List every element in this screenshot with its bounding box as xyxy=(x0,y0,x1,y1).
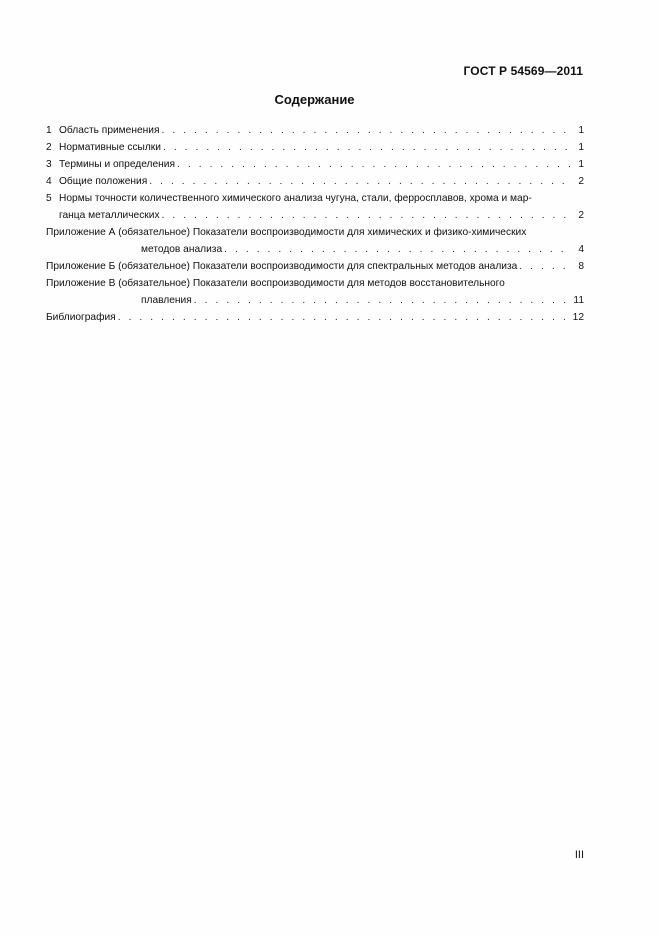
toc-entry-text: Нормы точности количественного химического анализа чугуна, стали, ферросплавов, хрома и мар- xyxy=(59,193,532,204)
leader-dots xyxy=(224,241,572,258)
toc-entry-page: 12 xyxy=(572,312,584,323)
toc-entry-text-continued: ганца металлических xyxy=(59,210,160,221)
leader-dots xyxy=(149,173,572,190)
toc-entry-number: 3 xyxy=(46,159,52,170)
leader-dots xyxy=(161,122,572,139)
toc-entry-page: 1 xyxy=(578,142,584,153)
toc-entry-text-continued: плавления xyxy=(141,295,192,306)
toc-entry-page: 2 xyxy=(578,210,584,221)
toc-entry-page: 1 xyxy=(578,159,584,170)
toc-entry-appendix-b[interactable] xyxy=(46,258,584,275)
toc-entry-text: Приложение А (обязательное) Показатели воспроизводимости для химических и физико-химических xyxy=(46,227,527,238)
leader-dots xyxy=(519,258,572,275)
toc-title: Содержание xyxy=(274,92,355,107)
leader-dots xyxy=(162,207,572,224)
toc-entry-4[interactable] xyxy=(46,173,584,190)
toc-entry-appendix-a[interactable] xyxy=(46,224,584,258)
page-number: III xyxy=(574,849,584,861)
toc-entry-page: 2 xyxy=(578,176,584,187)
toc-entry-5[interactable] xyxy=(46,190,584,224)
toc-entry-text: Приложение Б (обязательное) Показатели воспроизводимости для спектральных методов анализа xyxy=(46,261,518,272)
toc-entry-text: Область применения xyxy=(59,125,160,136)
toc-entry-text: Библиография xyxy=(46,312,116,323)
toc-entry-number: 5 xyxy=(46,193,52,204)
toc-entry-2[interactable] xyxy=(46,139,584,156)
toc-entry-text-continued: методов анализа xyxy=(141,244,223,255)
toc-entry-appendix-v[interactable] xyxy=(46,275,584,309)
toc-entry-1[interactable] xyxy=(46,122,584,139)
toc-entry-bibliography[interactable] xyxy=(46,309,584,326)
toc-entry-text: Приложение В (обязательное) Показатели воспроизводимости для методов восстановительного xyxy=(46,278,505,289)
toc-entry-text: Нормативные ссылки xyxy=(59,142,161,153)
toc-entry-page: 11 xyxy=(573,295,584,306)
toc-entry-number: 4 xyxy=(46,176,52,187)
toc-entry-number: 1 xyxy=(46,125,52,136)
toc-entry-page: 8 xyxy=(578,261,584,272)
toc-entry-text: Термины и определения xyxy=(59,159,175,170)
toc-entry-page: 1 xyxy=(578,125,584,136)
leader-dots xyxy=(194,292,570,309)
toc-entry-3[interactable] xyxy=(46,156,584,173)
leader-dots xyxy=(118,309,569,326)
leader-dots xyxy=(177,156,572,173)
document-code: ГОСТ Р 54569—2011 xyxy=(463,64,583,78)
toc-entry-text: Общие положения xyxy=(59,176,148,187)
toc-entry-number: 2 xyxy=(46,142,52,153)
toc-entry-page: 4 xyxy=(578,244,584,255)
table-of-contents xyxy=(46,122,584,326)
leader-dots xyxy=(163,139,572,156)
